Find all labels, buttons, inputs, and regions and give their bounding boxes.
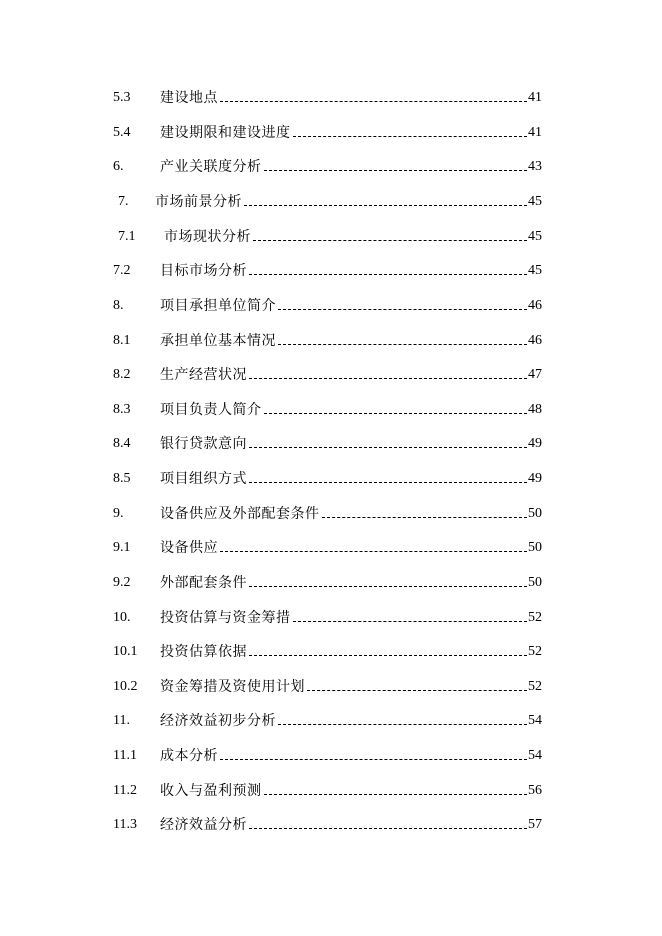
toc-entry[interactable] [0, 226, 662, 248]
toc-entry[interactable] [0, 710, 662, 732]
toc-entry-page: 45 [528, 229, 542, 244]
toc-entry[interactable] [0, 607, 662, 629]
toc-entry[interactable] [0, 122, 662, 144]
toc-entry-page: 41 [528, 90, 542, 105]
toc-entry-title: 建设期限和建设进度 [160, 125, 291, 141]
toc-entry[interactable] [0, 537, 662, 559]
toc-entry-page: 47 [528, 367, 542, 382]
toc-entry-number: 10.2 [113, 679, 138, 694]
toc-entry-title: 经济效益分析 [160, 817, 247, 833]
toc-entry-number: 11.1 [113, 748, 137, 763]
toc-dot-leader [264, 169, 528, 171]
toc-dot-leader [249, 273, 527, 275]
toc-entry-number: 8. [113, 298, 124, 313]
toc-entry-title: 产业关联度分析 [160, 159, 262, 175]
toc-entry-title: 建设地点 [160, 90, 218, 106]
toc-entry-number: 10.1 [113, 644, 138, 659]
toc-entry-page: 46 [528, 333, 542, 348]
toc-dot-leader [249, 654, 527, 656]
toc-entry-title: 收入与盈利预测 [160, 783, 262, 799]
toc-dot-leader [220, 100, 527, 102]
toc-entry-title: 投资估算依据 [160, 644, 247, 660]
toc-entry-number: 8.5 [113, 471, 131, 486]
toc-entry[interactable] [0, 433, 662, 455]
toc-entry[interactable] [0, 468, 662, 490]
toc-entry-number: 9.1 [113, 540, 131, 555]
toc-entry[interactable] [0, 745, 662, 767]
toc-dot-leader [264, 793, 528, 795]
toc-dot-leader [278, 343, 527, 345]
toc-dot-leader [249, 446, 527, 448]
toc-entry-title: 投资估算与资金筹措 [160, 610, 291, 626]
toc-entry[interactable] [0, 641, 662, 663]
toc-entry-number: 8.3 [113, 402, 131, 417]
toc-dot-leader [293, 620, 528, 622]
toc-entry-page: 54 [528, 713, 542, 728]
toc-entry[interactable] [0, 572, 662, 594]
toc-dot-leader [322, 516, 528, 518]
toc-entry-number: 8.4 [113, 436, 131, 451]
toc-entry[interactable] [0, 814, 662, 836]
toc-entry-title: 银行贷款意向 [160, 436, 247, 452]
toc-entry-page: 50 [528, 540, 542, 555]
toc-entry-page: 50 [528, 506, 542, 521]
toc-entry-title: 设备供应及外部配套条件 [160, 506, 320, 522]
toc-entry-number: 11.2 [113, 783, 137, 798]
toc-entry-number: 8.1 [113, 333, 131, 348]
toc-entry-page: 57 [528, 817, 542, 832]
toc-entry[interactable] [0, 156, 662, 178]
toc-entry-number: 6. [113, 159, 124, 174]
toc-entry[interactable] [0, 260, 662, 282]
toc-dot-leader [249, 585, 527, 587]
toc-dot-leader [249, 481, 527, 483]
toc-dot-leader [249, 377, 527, 379]
toc-dot-leader [220, 758, 527, 760]
toc-entry-number: 7.2 [113, 263, 131, 278]
toc-entry-title: 市场现状分析 [164, 229, 251, 245]
toc-dot-leader [278, 723, 527, 725]
toc-entry-title: 目标市场分析 [160, 263, 247, 279]
toc-entry-title: 项目承担单位简介 [160, 298, 276, 314]
toc-entry-page: 52 [528, 644, 542, 659]
toc-entry[interactable] [0, 503, 662, 525]
toc-entry-page: 41 [528, 125, 542, 140]
toc-dot-leader [293, 135, 528, 137]
toc-entry-page: 45 [528, 194, 542, 209]
toc-dot-leader [278, 308, 527, 310]
toc-entry-title: 项目组织方式 [160, 471, 247, 487]
toc-entry-number: 11. [113, 713, 130, 728]
toc-entry[interactable] [0, 330, 662, 352]
toc-entry-title: 外部配套条件 [160, 575, 247, 591]
toc-entry-number: 9. [113, 506, 124, 521]
toc-entry-number: 9.2 [113, 575, 131, 590]
toc-entry[interactable] [0, 295, 662, 317]
toc-entry-page: 49 [528, 436, 542, 451]
toc-entry-number: 8.2 [113, 367, 131, 382]
toc-dot-leader [264, 412, 528, 414]
toc-entry-title: 承担单位基本情况 [160, 333, 276, 349]
toc-entry-title: 成本分析 [160, 748, 218, 764]
toc-dot-leader [253, 239, 527, 241]
toc-entry-number: 5.4 [113, 125, 131, 140]
toc-entry[interactable] [0, 87, 662, 109]
toc-entry-title: 资金筹措及资使用计划 [160, 679, 305, 695]
toc-dot-leader [307, 689, 527, 691]
toc-dot-leader [220, 550, 527, 552]
toc-entry-title: 项目负责人简介 [160, 402, 262, 418]
toc-entry-page: 48 [528, 402, 542, 417]
toc-entry-number: 5.3 [113, 90, 131, 105]
toc-dot-leader [244, 204, 527, 206]
toc-entry-title: 经济效益初步分析 [160, 713, 276, 729]
toc-entry-page: 56 [528, 783, 542, 798]
toc-entry-number: 7. [118, 194, 129, 209]
toc-entry-number: 11.3 [113, 817, 137, 832]
toc-entry-page: 43 [528, 159, 542, 174]
toc-entry[interactable] [0, 191, 662, 213]
toc-entry-number: 10. [113, 610, 131, 625]
toc-entry[interactable] [0, 780, 662, 802]
toc-entry-title: 设备供应 [160, 540, 218, 556]
toc-entry-page: 50 [528, 575, 542, 590]
toc-entry[interactable] [0, 676, 662, 698]
toc-dot-leader [249, 827, 527, 829]
toc-entry-title: 市场前景分析 [155, 194, 242, 210]
toc-entry-page: 52 [528, 679, 542, 694]
toc-entry-page: 52 [528, 610, 542, 625]
toc-entry-title: 生产经营状况 [160, 367, 247, 383]
toc-entry-page: 46 [528, 298, 542, 313]
toc-entry[interactable] [0, 399, 662, 421]
toc-entry-page: 49 [528, 471, 542, 486]
toc-entry-page: 45 [528, 263, 542, 278]
toc-entry[interactable] [0, 364, 662, 386]
toc-entry-number: 7.1 [118, 229, 136, 244]
toc-entry-page: 54 [528, 748, 542, 763]
